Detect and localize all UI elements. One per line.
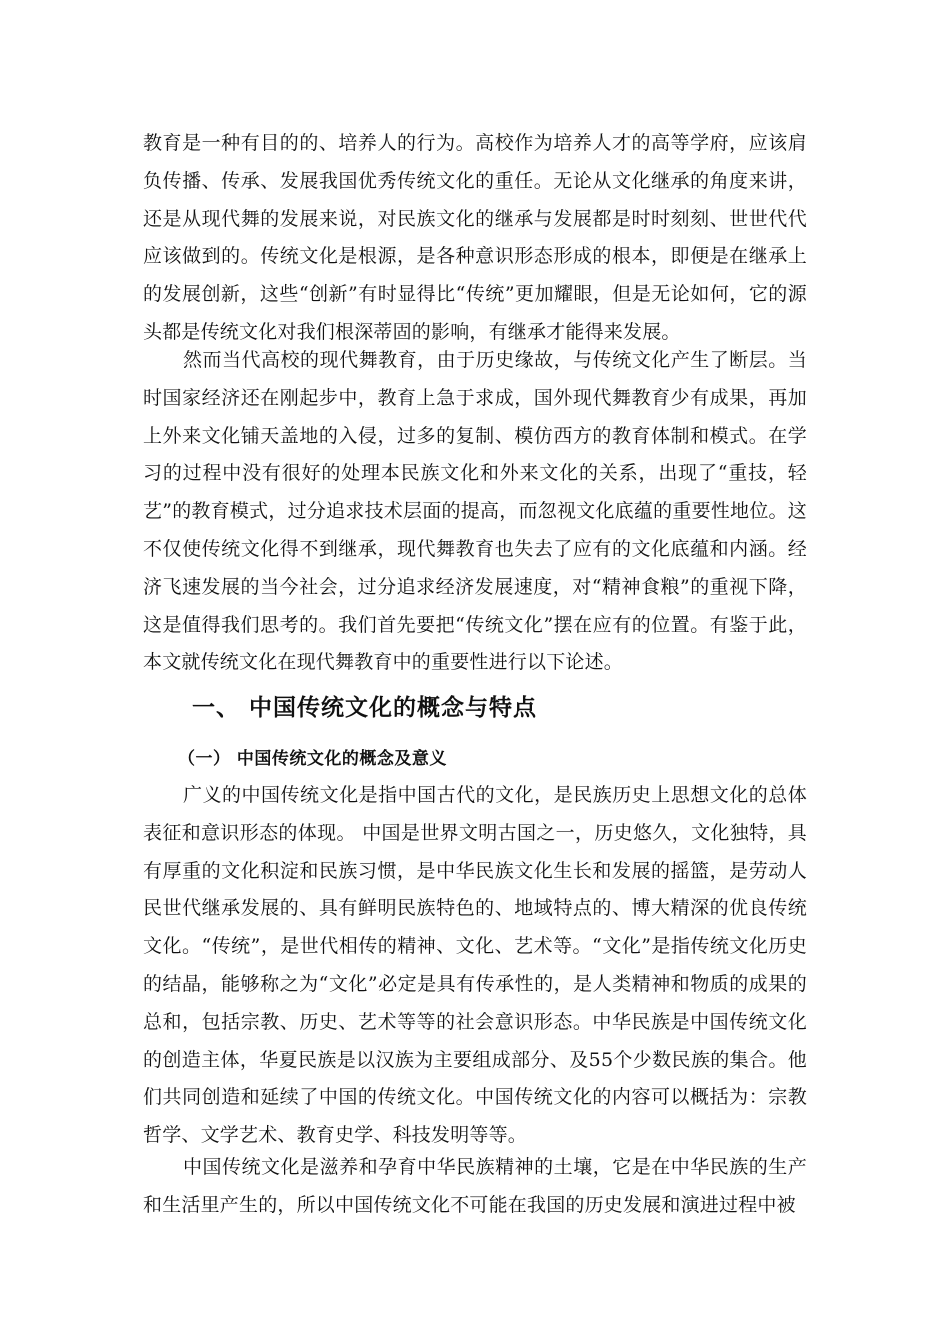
subsection-heading: （一） 中国传统文化的概念及意义	[178, 749, 447, 769]
body-paragraph-3: 广义的中国传统文化是指中国古代的文化，是民族历史上思想文化的总体表征和意识形态的体现。 中国是世界文明古国之一，历史悠久，文化独特，具有厚重的文化积淀和民族习惯，是中华民族文化生长和发展的摇篮，是劳动人民世代继承发展的、具有鲜明民族特色的、地域特点的、博大精深的优良传统文化。“传统”，是世代相传的精神、文化、艺术等。“文化”是指传统文化历史的结晶，能够称之为“文化”必定是具有传承性的，是人类精神和物质的成果的总和，包括宗教、历史、艺术等等的社会意识形态。中华民族是中国传统文化的创造主体，华夏民族是以汉族为主要组成部分、及55个少数民族的集合。他们共同创造和延续了中国的传统文化。中国传统文化的内容可以概括为：宗教哲学、文学艺术、教育史学、科技发明等等。	[143, 784, 807, 1147]
body-paragraph-2: 然而当代高校的现代舞教育，由于历史缘故，与传统文化产生了断层。当时国家经济还在刚起步中，教育上急于求成，国外现代舞教育少有成果，再加上外来文化铺天盖地的入侵，过多的复制、模仿西方的教育体制和模式。在学习的过程中没有很好的处理本民族文化和外来文化的关系，出现了“重技，轻艺”的教育模式，过分追求技术层面的提高，而忽视文化底蕴的重要性地位。这不仅使传统文化得不到继承，现代舞教育也失去了应有的文化底蕴和内涵。经济飞速发展的当今社会，过分追求经济发展速度，对“精神食粮”的重视下降，这是值得我们思考的。我们首先要把“传统文化”摆在应有的位置。有鉴于此，本文就传统文化在现代舞教育中的重要性进行以下论述。	[143, 349, 807, 674]
body-paragraph-1: 教育是一种有目的的、培养人的行为。高校作为培养人才的高等学府，应该肩负传播、传承、发展我国优秀传统文化的重任。无论从文化继承的角度来讲，还是从现代舞的发展来说，对民族文化的继承与发展都是时时刻刻、世世代代应该做到的。传统文化是根源，是各种意识形态形成的根本，即便是在继承上的发展创新，这些“创新”有时显得比“传统”更加耀眼，但是无论如何，它的源头都是传统文化对我们根深蒂固的影响，有继承才能得来发展。	[143, 132, 807, 343]
section-heading: 一、 中国传统文化的概念与特点	[192, 695, 538, 721]
body-paragraph-4: 中国传统文化是滋养和孕育中华民族精神的土壤，它是在中华民族的生产和生活里产生的，所以中国传统文化不可能在我国的历史发展和演进过程中被	[143, 1156, 807, 1216]
